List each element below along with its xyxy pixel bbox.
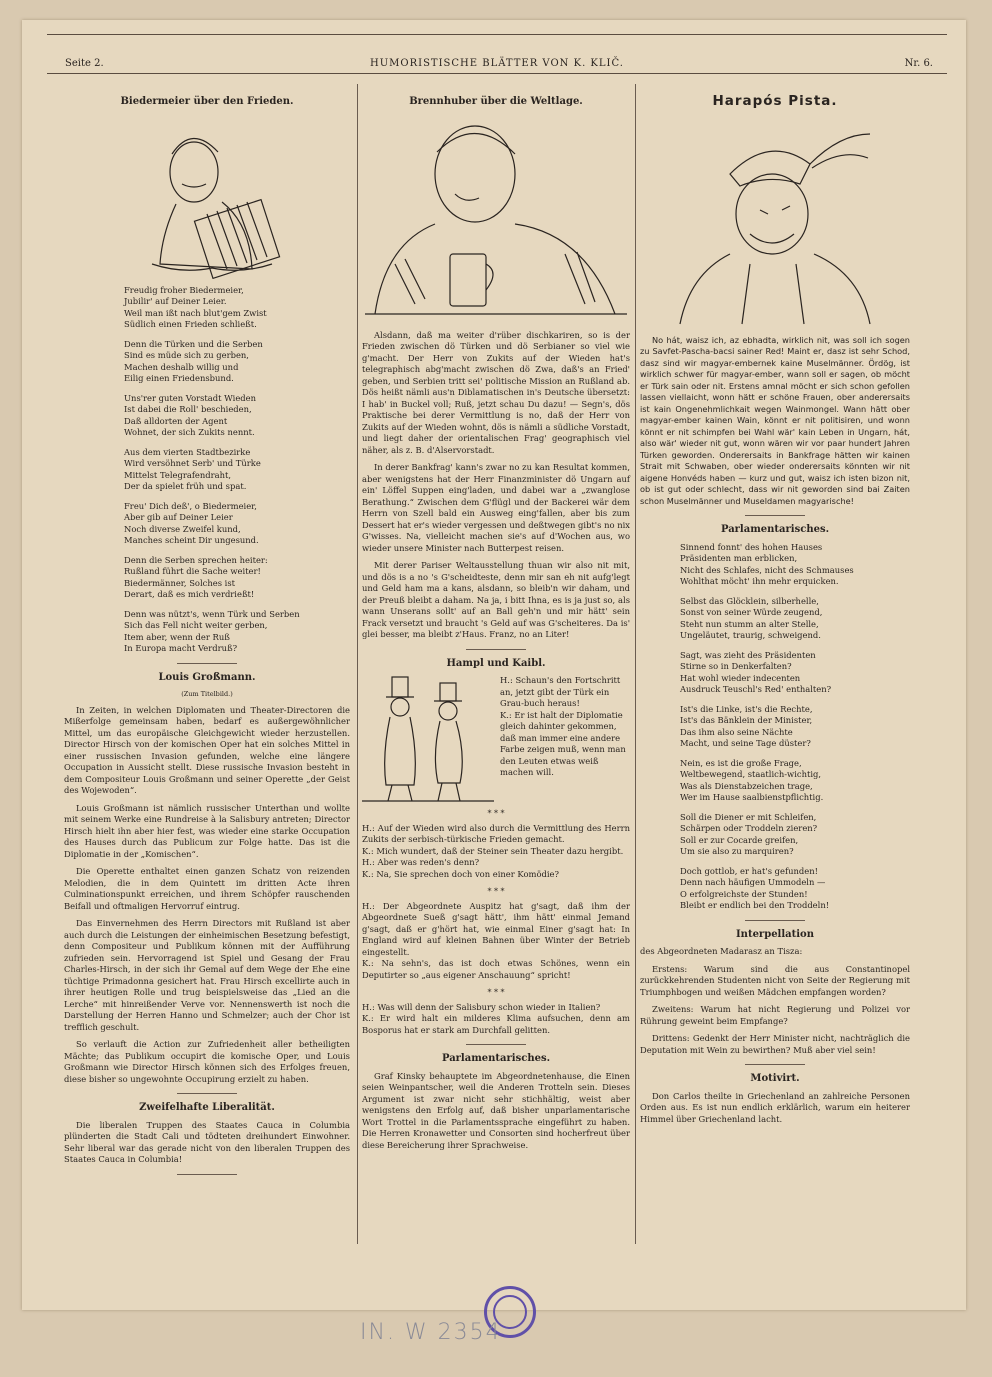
stanza: Nein, es ist die große Frage, Weltbewegend, staatlich-wichtig, Was als Dienstabzeichen trage, Wer im Hause saalbienstpflichtig.	[680, 757, 824, 802]
paragraph: Don Carlos theilte in Griechenland an zahlreiche Personen Orden aus. Es ist nun endlich erklärlich, warum ein heiterer Himmel über Griechenland lacht.	[640, 1090, 910, 1124]
divider	[466, 1044, 526, 1045]
inventory-annotation: IN. W 2354	[360, 1320, 502, 1345]
paragraph: No hát, waisz ich, az ebhadta, wirklich nit, was soll ich sogen zu Savfet-Pascha-bacsi sainer Red! Maint er, dasz ist sehr Schod, dasz sind wir magyar-embernek kaine Muselmänner. Ördög, ist wirklich schwer für magyar-ember, wann soll er sagen, ob möcht er Türk sain oder nit. Erstens amnal möcht er sich schon gefollen lassen viellaicht, wonn hätt er schöne Frauen, ober anderersaits ist kain Ongenehmlichkait wegen Wainmongel. Wann hätt ober magyar-ember kainen Wain, könnt er nit politisiren, und wonn könnt er nit schimpfen bei Wahl wär' kain Leben in Ungarn, hát, also wär' wieder nit gut, wonn wären wir vor paar hundert Jahren Türken geworden. Onderersaits in Bankfrage hätten wir kainen Strait mit Schwaben, ober wieder onderersaits könnten wir nit aigene Honvéds haben — kurz und gut, waisz ich isten bizon nit, ob ist gut oder schlecht, dass wir nit geworden sind bai Zaiten schon Muselmänner und Museldamen magyarische!	[640, 334, 910, 506]
divider	[745, 920, 805, 921]
harapos-pista-illustration	[670, 114, 880, 329]
separator-stars: * * *	[487, 887, 505, 896]
separator-stars: * * *	[487, 988, 505, 997]
paragraph: Die liberalen Truppen des Staates Cauca in Columbia plünderten die Stadt Cali und tödteten dreihundert Einwohner. Sehr liberal war das gerade nicht von den liberalen Truppen des Staates Cauca in Columbia!	[64, 1119, 350, 1164]
paragraph: In Zeiten, in welchen Diplomaten und Theater-Directoren die Mißerfolge gemeinsam haben, bedarf es außergewöhnlicher Mittel, um das europäische Gleichgewicht wieder herzustellen. Director Hirsch von der komischen Oper hat ein solches Mittel in einer russischen Invasion gefunden, welche eine längere Occupation in Aussicht stellt. Diese russische Invasion besteht in dem Compositeur Louis Großmann und seiner Operette „der Geist des Wojewoden“.	[64, 704, 350, 795]
hampl-kaibl-intro	[362, 675, 630, 805]
stanza: Freu' Dich deß', o Biedermeier, Aber gib auf Deiner Leier Noch diverse Zweifel kund, Manches scheint Dir ungesund.	[124, 500, 259, 545]
stanza: Freudig froher Biedermeier, Jubilir' auf Deiner Leier. Weil man ißt nach blut'gem Zwist Südlich einen Frieden schließt.	[124, 284, 267, 329]
column-divider	[357, 84, 358, 1244]
column-3	[640, 92, 910, 1131]
paragraph: Zweitens: Warum hat nicht Regierung und Polizei vor Rührung geweint beim Empfange?	[640, 1004, 910, 1026]
article-title: Parlamentarisches.	[441, 1053, 551, 1064]
stanza: Ist's die Linke, ist's die Rechte, Ist's das Bänklein der Minister, Das ihm also seine Nächte Macht, und seine Tage düster?	[680, 703, 813, 748]
divider	[466, 649, 526, 650]
paragraph: des Abgeordneten Madarasz an Tisza:	[640, 946, 803, 956]
dialogue: H.: Schaun's den Fortschritt an, jetzt gibt der Türk ein Grau-buch heraus! K.: Er ist halt der Diplomatie gleich dahinter gekommen, daß man immer eine andere Farbe zeigen muß, wenn man den Leuten etwas weiß machen will.	[500, 675, 626, 777]
divider	[177, 1093, 237, 1094]
issue-number: Nr. 6.	[904, 58, 933, 69]
column-divider	[635, 84, 636, 1244]
stanza: Selbst das Glöcklein, silberhelle, Sonst von seiner Würde zeugend, Steht nun stumm an alter Stelle, Ungeläutet, traurig, schweigend.	[680, 595, 823, 640]
article-title: Brennhuber über die Weltlage.	[409, 96, 583, 107]
article-title: Hampl und Kaibl.	[446, 657, 546, 669]
column-1	[64, 92, 350, 1183]
article-subtitle: (Zum Titelbild.)	[181, 690, 233, 698]
paragraph: Drittens: Gedenkt der Herr Minister nicht, nachträglich die Deputation mit Wein zu bewirthen? Muß aber viel sein!	[640, 1033, 910, 1055]
stanza: Soll die Diener er mit Schleifen, Schärpen oder Troddeln zieren? Soll er zur Cocarde greifen, Um sie also zu marquiren?	[680, 811, 818, 856]
dialogue: H.: Was will denn der Salisbury schon wieder in Italien? K.: Er wird halt ein milderes Klima aufsuchen, denn am Bosporus hat er stark am Durchfall gelitten.	[362, 1001, 630, 1035]
page-number: Seite 2.	[65, 58, 104, 69]
paragraph: Mit derer Pariser Weltausstellung thuan wir also nit mit, und dös is a no 's G'scheidteste, denn mir san eh nit aufg'legt und Geld ham ma a kans, alsdann, so bleib'n wir daham, und der Preuß bleibt a daham. Na ja, i bitt Ihna, es is ja just so, als wann Unserans sollt' auf an Ball geh'n und mir hätt' sein Frack versetzt und braucht 's Geld auf was G'scheiteres. Da is' glei besser, ma bleibt z'Haus. Franz, no an Liter!	[362, 560, 630, 639]
stanza: Denn die Serben sprechen heiter: Rußland führt die Sache weiter! Biedermänner, Solches ist Derart, daß es mich verdrießt!	[124, 554, 268, 599]
article-title: Parlamentarisches.	[720, 524, 830, 535]
article-title: Harapós Pista.	[712, 93, 838, 109]
stanza: Sinnend fonnt' des hohen Hauses Präsidenten man erblicken, Nicht des Schlafes, nicht des Schmauses Wohlthat möcht' ihn mehr erquicken.	[680, 541, 854, 586]
article-title: Motivirt.	[750, 1073, 800, 1084]
brennhuber-illustration	[365, 114, 627, 324]
paragraph: Das Einvernehmen des Herrn Directors mit Rußland ist aber auch durch die Leistungen der einheimischen Besetzung befestigt, denn Compositeur und Publikum können mit der Aufführung zufrieden sein. Hervorragend ist Spiel und Gesang der Frau Charles-Hirsch, in der sich ihr Gemal auf dem Wege der Ehe eine tüchtige Primadonna gesichert hat. Frau Hirsch excellirte auch in ihrer heutigen Rolle und trug beispielsweise das „Lied an die Lerche“ mit hinreißender Verve vor. Nennenswerth ist noch die Darstellung der Herren Hanno und Schmelzer; auch der Chor ist trefflich geschult.	[64, 918, 350, 1032]
paragraph: Erstens: Warum sind die aus Constantinopel zurückkehrenden Studenten nicht von Seite der Regierung mit Triumphbogen und weißen Mädchen empfangen worden?	[640, 963, 910, 997]
separator-stars: * * *	[487, 809, 505, 818]
stanza: Doch gottlob, er hat's gefunden! Denn nach häufigen Ummodeln — O erfolgreichste der Stunden! Bleibt er endlich bei den Troddeln!	[680, 865, 830, 910]
stanza: Aus dem vierten Stadtbezirke Wird versöhnet Serb' und Türke Mittelst Telegrafendraht, Der da spielet früh und spat.	[124, 446, 261, 491]
dialogue: H.: Der Abgeordnete Auspitz hat g'sagt, daß ihm der Abgeordnete Sueß g'sagt hätt', ihm hätt' einmal Jemand g'sagt, daß er g'hört hat, wie einmal Einer g'sagt hat: In England wird auf kleinen Bahnen über Winter der Betrieb eingestellt. K.: Na sehn's, das ist doch etwas Schönes, wenn ein Deputirter so „aus eigener Anschauung“ spricht!	[362, 900, 630, 980]
paragraph: Die Operette enthaltet einen ganzen Schatz von reizenden Melodien, die in dem Quintett im dritten Acte ihren Culminationspunkt erreichen, und ihrem Schöpfer rauschenden Beifall und oftmaligen Hervorruf eintrug.	[64, 866, 350, 911]
stanza: Denn die Türken und die Serben Sind es müde sich zu gerben, Machen deshalb willig und Eilig einen Friedensbund.	[124, 338, 263, 383]
article-title: Louis Großmann.	[158, 671, 256, 683]
paragraph: In derer Bankfrag' kann's zwar no zu kan Resultat kommen, aber wenigstens hat der Herr Finanzminister dö Ungarn auf ein' Löffel Suppen eing'laden, und dabei war a „zwanglose Berathung.“ Zwischen dem G'flügl und der Backerei wär dem Herrn von Szell bald ein Ausweg eing'fallen, aber bis zum Dessert hat er's wieder vergessen und deßtwegen gibt's no nix G'wisses. Na, vielleicht machen sie's auf d'Wochen aus, wo wieder unsere Minister nach Butterpest reisen.	[362, 462, 630, 553]
page-header	[47, 34, 947, 74]
dialogue: H.: Auf der Wieden wird also durch die Vermittlung des Herrn Zukits der serbisch-türkische Frieden gemacht. K.: Mich wundert, daß der Steiner sein Theater dazu hergibt. H.: Aber was reden's denn? K.: Na, Sie sprechen doch von einer Komödie?	[362, 822, 630, 879]
article-title: Zweifelhafte Liberalität.	[139, 1102, 275, 1113]
divider	[745, 515, 805, 516]
stanza: Denn was nützt's, wenn Türk und Serben Sich das Fell nicht weiter gerben, Item aber, wenn der Ruß In Europa macht Verdruß?	[124, 608, 300, 653]
divider	[745, 1064, 805, 1065]
paragraph: Graf Kinsky behauptete im Abgeordnetenhause, die Einen seien Weinpantscher, weil die Anderen Trotteln sein. Dieses Argument ist zwar nicht sehr stichhältig, weist aber wenigstens den Erfolg auf, daß bisher unparlamentarische Wort Trottel in die Parlamentssprache eingeführt zu haben. Die Herren Kronawetter und Consorten sind hocherfreut über diese Bereicherung ihrer Sprachweise.	[362, 1070, 630, 1150]
paragraph: Alsdann, daß ma weiter d'rüber dischkariren, so is der Frieden zwischen dö Türken und dö Serbianer so viel wie g'macht. Der Herr von Zukits auf der Wieden hat's telegraphisch abg'macht zwischen dö Zwa, daß's an Fried' geben, und Serbien tritt sei' politische Mission an Rußland ab. Dös heißt nämli aus'n Diblamatischen in's Deutsche übersetzt: I hab' in Buckel voll; Ruß, jetzt schau Du dazu! — Segn's, dös Praktische bei derer Vermittlung is no, daß der Herr von Zukits auf der Wieden wohnt, dös is nämli a südliche Vorstadt, und liegt daher der orientalischen Frag' geographisch viel näher, als z. B. d'Alservorstadt.	[362, 329, 630, 455]
paragraph: Louis Großmann ist nämlich russischer Unterthan und wollte mit seinem Werke eine Rundreise à la Salisbury antreten; Director Hirsch hielt ihn aber hier fest, was wieder eine starke Occupation des Hauses durch das Publicum zur Folge hatte. Das ist die Diplomatie in der „Komischen“.	[64, 802, 350, 859]
stanza: Sagt, was zieht des Präsidenten Stirne so in Denkerfalten? Hat wohl wieder indecenten Ausdruck Teuschl's Red' enthalten?	[680, 649, 832, 694]
poem-biedermeier	[64, 285, 350, 655]
paragraph: So verlauft die Action zur Zufriedenheit aller betheiligten Mächte; das Publikum occupirt die komische Oper, und Louis Großmann wie Director Hirsch können sich des Erfolges freuen, diese bisher so ungewohnte Occupirung erzielt zu haben.	[64, 1039, 350, 1084]
divider	[177, 1174, 237, 1175]
biedermeier-illustration	[132, 114, 282, 279]
column-2	[362, 92, 630, 1157]
publication-title: HUMORISTISCHE BLÄTTER VON K. KLIČ.	[370, 58, 624, 69]
article-title: Interpellation	[736, 928, 814, 940]
divider	[177, 663, 237, 664]
hampl-kaibl-illustration	[362, 675, 494, 805]
article-title: Biedermeier über den Frieden.	[120, 96, 294, 107]
stanza: Uns'rer guten Vorstadt Wieden Ist dabei die Roll' beschieden, Daß alldorten der Agent Wohnet, der sich Zukits nennt.	[124, 392, 256, 437]
